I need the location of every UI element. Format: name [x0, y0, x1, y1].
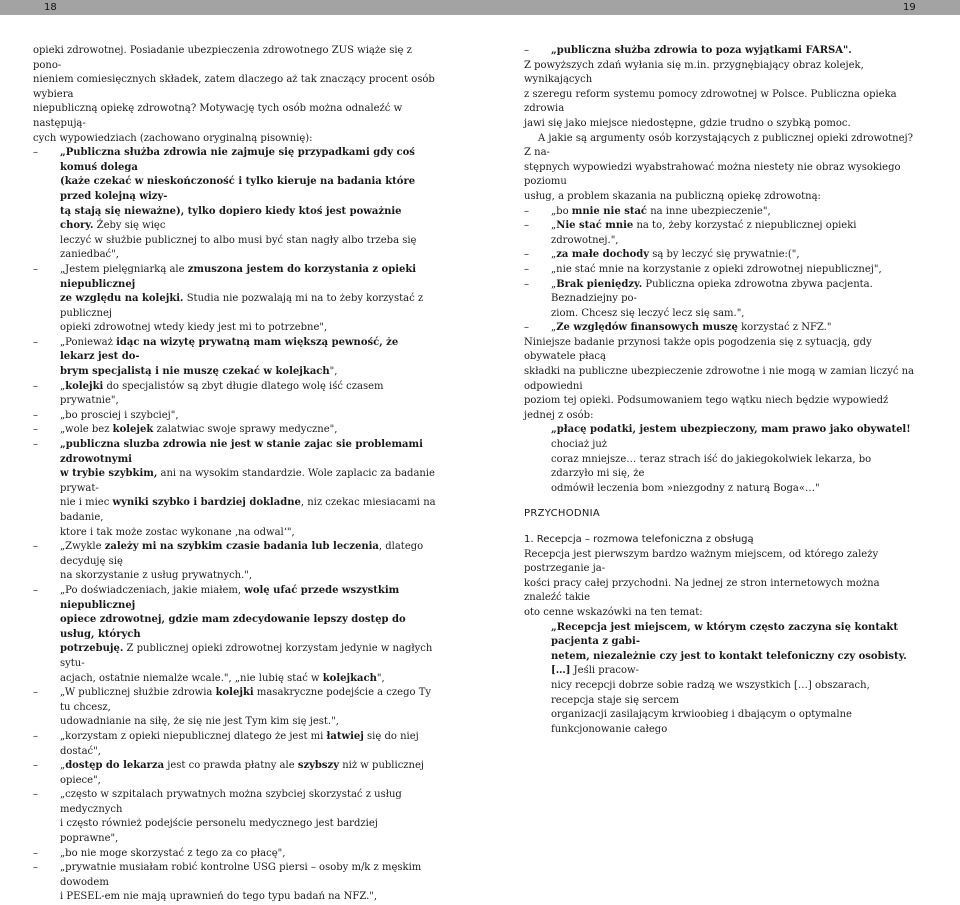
quote-text: tą stają się nieważne), tylko dopiero kiedy ktoś jest poważnie chory.: [60, 205, 402, 232]
dash: –: [33, 789, 38, 801]
intro-line: cych wypowiedziach (zachowano oryginalną pisownię):: [33, 132, 313, 144]
quote-text: „: [60, 760, 66, 772]
quote-text: Publiczna opieka zdrowotna zbywa pacjenta. Beznadziejny po-: [551, 278, 873, 305]
quote-item: [33, 438, 436, 540]
subsection-heading: 1. Recepcja – rozmowa telefoniczna z obsługą: [524, 534, 754, 545]
quote-text: i PESEL-em nie mają uprawnień do tego typu badań na NFZ.",: [60, 891, 378, 903]
quote-emphasis: opiece zdrowotnej, gdzie mam zdecydowanie lepszy dostęp do usług, których: [60, 614, 406, 640]
paragraph-line: kości pracy całej przychodni. Na jednej ze stron internetowych można znaleźć takie: [524, 577, 880, 604]
quote-text: jest co prawda płatny ale: [164, 760, 298, 772]
quote-text: „Ponieważ: [60, 336, 117, 348]
dash: –: [33, 760, 38, 772]
quote-text: „: [551, 322, 557, 334]
quote-emphasis: w trybie szybkim,: [60, 468, 158, 480]
quote-text: ktore i tak może zostac wykonane ‚na odwal‘",: [60, 526, 295, 538]
quote-text: ziom. Chcesz się leczyć lecz się sam.",: [551, 307, 745, 319]
dash: –: [33, 541, 38, 553]
quote-text: „wole bez: [60, 424, 113, 436]
left-page-number: 18: [44, 2, 57, 13]
quote-text: nie i miec: [60, 497, 113, 509]
quote-emphasis: szybszy: [297, 760, 340, 772]
dash: –: [524, 263, 529, 275]
quote-text: „W publicznej służbie zdrowia: [60, 687, 216, 699]
quote-item: [33, 146, 436, 263]
quote-emphasis: Brak pieniędzy.: [556, 278, 643, 290]
quote-text: acjach, ostatnie niemalże wcale.", „nie lubię stać w: [60, 672, 323, 684]
paragraph-line: składki na publiczne ubezpieczenie zdrowotne i nie mogą w zamian liczyć na odpowiedni: [524, 366, 915, 392]
quote-text: Żeby się więc: [93, 220, 166, 232]
quote-text: chociaż już: [551, 439, 608, 451]
quote-text: organizacji zasilającym krwioobieg i dbającym o optymalne funkcjonowanie całego: [551, 709, 852, 735]
quote-text: udowadnianie na siłę, że się nie jest Tym kim się jest.",: [60, 716, 339, 728]
quote-text: „bo nie moge skorzystać z tego za co płacę",: [60, 847, 286, 859]
right-column: [524, 44, 916, 737]
quote-emphasis: zależy mi na szybkim czasie badania lub leczenia: [104, 541, 379, 553]
quote-emphasis: „publiczna służba zdrowia to poza wyjątkami FARSA".: [551, 45, 852, 56]
quote-emphasis: idąc na wizytę prywatną mam większą pewność, że lekarz jest do-: [60, 336, 399, 363]
quote-emphasis: wyniki szybko i bardziej dokladne: [112, 497, 301, 509]
dash: –: [33, 409, 38, 421]
quote-text: „: [551, 220, 557, 232]
intro-line: nieniem comiesięcznych składek, zatem dlaczego aż tak znaczący procent osób wybiera: [33, 74, 435, 100]
quote-item: [524, 263, 916, 278]
quote-text: „Publiczna służba zdrowia nie zajmuje się przypadkami gdy coś komuś dolega: [60, 147, 415, 173]
quote-text: leczyć w służbie publicznej to albo musi być stan nagły albo trzeba się zaniedbać",: [60, 234, 417, 261]
quote-text: (każe czekać w nieskończoność i tylko kieruje na badania które przed kolejną wizy-: [60, 176, 416, 202]
quote-text: „korzystam z opieki niepublicznej dlatego że jest mi: [60, 730, 327, 742]
quote-text: się do niej dostać",: [60, 730, 419, 757]
quote-text: masakryczne podejście a czego Ty tu chcesz,: [60, 687, 432, 713]
dash: –: [33, 862, 38, 874]
quote-emphasis: kolejki: [215, 687, 254, 699]
dash: –: [33, 687, 38, 699]
quote-emphasis: kolejek: [112, 424, 154, 436]
intro-line: niepubliczną opiekę zdrowotną? Motywację tych osób można odnaleźć w następują-: [33, 103, 403, 129]
quote-item: [524, 44, 916, 59]
quote-item: [33, 336, 436, 380]
quote-text: ",: [376, 672, 385, 684]
paragraph-line: jawi się jako miejsce niedostępne, gdzie trudno o szybką pomoc.: [524, 117, 851, 129]
dash: –: [524, 278, 529, 290]
dash: –: [33, 847, 38, 859]
dash: –: [33, 336, 38, 348]
section-heading: PRZYCHODNIA: [524, 508, 601, 520]
quote-item: [33, 423, 436, 438]
quote-emphasis: dostęp do lekarza: [65, 760, 165, 772]
dash: –: [524, 220, 529, 232]
quote-text: na to, żeby korzystać z niepublicznej opieki zdrowotnej.",: [551, 220, 857, 246]
quote-item: [524, 219, 916, 248]
dash: –: [33, 147, 38, 159]
dash: –: [33, 584, 38, 596]
quote-item: [33, 686, 436, 730]
quote-item: [33, 847, 436, 862]
quote-text: „bo: [551, 205, 572, 217]
quote-text: zalatwiac swoje sprawy medyczne",: [153, 424, 338, 436]
quote-text: korzystać z NFZ.": [737, 322, 832, 334]
quote-text: odmówił leczenia bom »niezgodny z naturą Boga«…": [551, 482, 820, 494]
dash: –: [33, 263, 38, 275]
paragraph-line: oto cenne wskazówki na ten temat:: [524, 606, 703, 618]
paragraph-line: Recepcja jest pierwszym bardzo ważnym miejscem, od którego zależy postrzeganie ja-: [524, 548, 879, 575]
quote-text: ani na wysokim standardzie. Wole zaplacic za badanie prywat-: [60, 468, 435, 494]
quote-emphasis: „płacę podatki, jestem ubezpieczony, mam prawo jako obywatel!: [551, 424, 911, 436]
quote-emphasis: wolę ufać przede wszystkim niepublicznej: [60, 584, 400, 611]
paragraph-line: Z powyższych zdań wyłania się m.in. przygnębiający obraz kolejek, wynikających: [524, 59, 864, 86]
quote-text: „Jestem pielęgniarką ale: [60, 263, 188, 275]
quote-emphasis: Ze względów finansowych muszę: [556, 322, 738, 334]
quote-text: „nie stać mnie na korzystanie z opieki zdrowotnej niepublicznej",: [551, 263, 882, 275]
dash: –: [33, 380, 38, 392]
quote-item: [524, 621, 916, 738]
quote-text: do specjalistów są zbyt długie dlatego wolę iść czasem prywatnie",: [60, 380, 384, 407]
quote-text: Z publicznej opieki zdrowotnej korzystam jedynie w nagłych sytu-: [60, 643, 433, 669]
paragraph-line: A jakie są argumenty osób korzystających z publicznej opieki zdrowotnej? Z na-: [524, 132, 913, 159]
quote-item: [524, 205, 916, 220]
dash: –: [33, 730, 38, 742]
quote-item: [33, 584, 436, 686]
right-page-number: 19: [903, 2, 916, 13]
quote-text: na inne ubezpieczenie",: [647, 205, 771, 217]
paragraph-line: usług, a problem skazania na publiczną opiekę zdrowotną:: [524, 190, 821, 202]
quote-item: [33, 759, 436, 788]
quote-item: [33, 730, 436, 759]
quote-text: nicy recepcji dobrze sobie radzą we wszystkich […] obszarach, recepcja staje się sercem: [551, 679, 870, 706]
quote-text: Jeśli pracow-: [570, 665, 639, 677]
quote-text: , niz czekac miesiacami na badanie,: [60, 497, 436, 523]
quote-text: coraz mniejsze… teraz strach iść do jakiegokolwiek lekarza, bo zdarzyło mi się, że: [551, 453, 872, 480]
quote-item: [524, 278, 916, 322]
quote-emphasis: Nie stać mnie: [556, 220, 634, 232]
dash: –: [524, 322, 529, 334]
paragraph-line: Niniejsze badanie przynosi także opis pogodzenia się z sytuacją, gdy obywatele płacą: [524, 336, 872, 363]
quote-text: „: [60, 380, 66, 392]
quote-item: [33, 380, 436, 409]
quote-text: i często również podejście personelu medycznego jest bardziej poprawne",: [60, 818, 378, 845]
paragraph-line: poziom tej opieki. Podsumowaniem tego wątku niech będzie wypowiedź jednej z osób:: [524, 395, 889, 421]
quote-emphasis: ze względu na kolejki.: [60, 293, 184, 305]
quote-emphasis: kolejkach: [322, 672, 377, 684]
quote-emphasis: brym specjalistą i nie muszę czekać w kolejkach: [60, 366, 330, 378]
quote-emphasis: „Recepcja jest miejscem, w którym często zaczyna się kontakt pacjenta z gabi-: [551, 621, 898, 648]
quote-text: „prywatnie musiałam robić kontrolne USG piersi – osoby m/k z męskim dowodem: [60, 862, 422, 888]
quote-item: [33, 861, 436, 905]
quote-emphasis: potrzebuję.: [60, 643, 124, 655]
dash: –: [524, 249, 529, 261]
quote-text: , dlatego decyduję się: [60, 541, 424, 567]
quote-text: na skorzystanie z usług prywatnych.",: [60, 570, 253, 582]
quote-emphasis: zmuszona jestem do korzystania z opieki niepublicznej: [60, 263, 417, 290]
quote-emphasis: netem, niezależnie czy jest to kontakt telefoniczny czy osobisty. […]: [551, 650, 907, 677]
quote-item: [33, 788, 436, 846]
page-header-bar: [0, 0, 960, 15]
quote-emphasis: za małe dochody: [556, 249, 650, 261]
dash: –: [33, 439, 38, 451]
quote-item: [33, 540, 436, 584]
quote-item: [33, 263, 436, 336]
quote-item: [524, 321, 916, 336]
quote-text: „Zwykle: [60, 541, 105, 553]
quote-emphasis: łatwiej: [326, 730, 364, 742]
quote-text: „często w szpitalach prywatnych można szybciej skorzystać z usług medycznych: [60, 789, 402, 815]
left-column: [33, 44, 436, 905]
quote-text: niż w publicznej opiece",: [60, 760, 425, 786]
quote-emphasis: „publiczna sluzba zdrowia nie jest w stanie zajac sie problemami zdrowotnymi: [60, 439, 423, 465]
quote-text: ",: [329, 366, 338, 378]
quote-text: „: [551, 249, 557, 261]
quote-item: [524, 423, 916, 496]
dash: –: [524, 205, 529, 217]
quote-emphasis: kolejki: [65, 380, 104, 392]
dash: –: [33, 424, 38, 436]
quote-item: [524, 248, 916, 263]
paragraph-line: stępnych wypowiedzi wyabstrahować można niestety nie obraz wysokiego poziomu: [524, 161, 901, 188]
quote-text: są by leczyć się prywatnie:(",: [649, 249, 800, 261]
quote-text: „Po doświadczeniach, jakie miałem,: [60, 584, 245, 596]
paragraph-line: z szeregu reform systemu pomocy zdrowotnej w Polsce. Publiczna opieka zdrowia: [524, 88, 897, 115]
quote-text: „: [551, 278, 557, 290]
quote-item: [33, 409, 436, 424]
dash: –: [524, 45, 529, 56]
quote-text: Studia nie pozwalają mi na to żeby korzystać z publicznej: [60, 293, 424, 319]
intro-line: opieki zdrowotnej. Posiadanie ubezpieczenia zdrowotnego ZUS wiąże się z pono-: [33, 45, 412, 71]
quote-text: opieki zdrowotnej wtedy kiedy jest mi to potrzebne",: [60, 322, 328, 334]
quote-text: „bo prosciej i szybciej",: [60, 409, 179, 421]
quote-emphasis: mnie nie stać: [571, 205, 648, 217]
